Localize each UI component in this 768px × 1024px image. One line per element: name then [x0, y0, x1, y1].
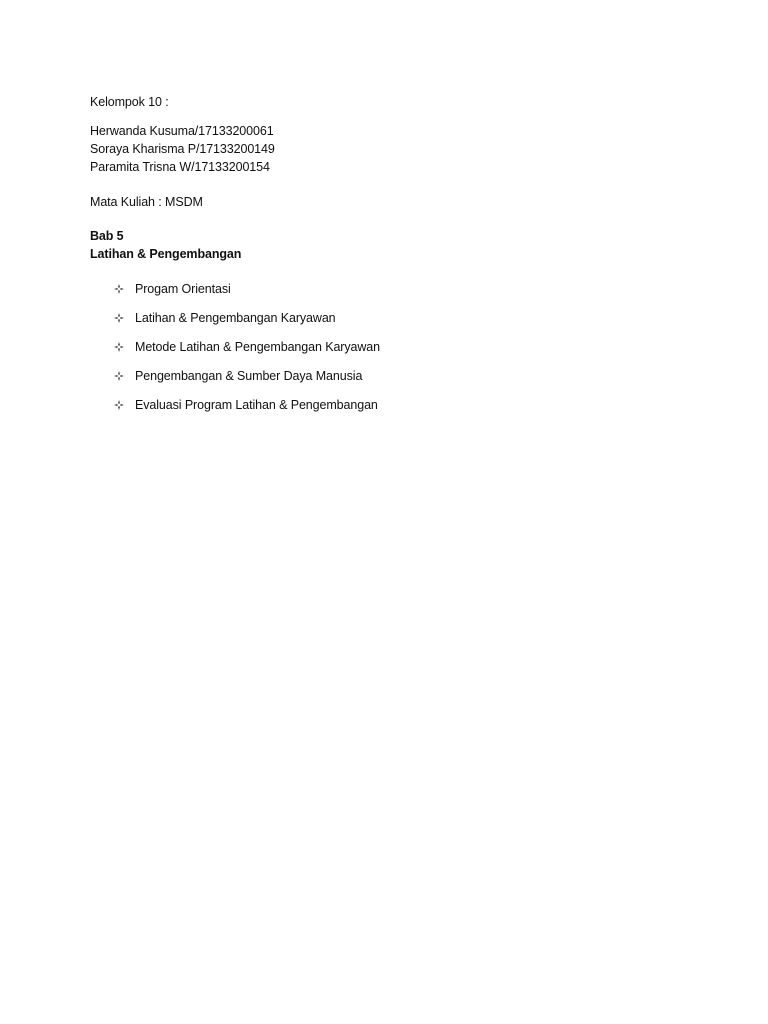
chapter-number: Bab 5	[90, 229, 124, 243]
topic-item	[114, 367, 690, 385]
topic-item	[114, 396, 690, 414]
member-list	[90, 122, 690, 176]
topic-item	[114, 338, 690, 356]
document-body	[90, 93, 690, 425]
topic-label: Progam Orientasi	[135, 282, 231, 296]
topic-label: Pengembangan & Sumber Daya Manusia	[135, 369, 363, 383]
chapter-heading	[90, 227, 690, 263]
diamond-bullet-icon	[114, 313, 124, 323]
diamond-bullet-icon	[114, 400, 124, 410]
topic-list	[90, 280, 690, 414]
topic-item	[114, 280, 690, 298]
chapter-title: Latihan & Pengembangan	[90, 247, 242, 261]
diamond-bullet-icon	[114, 371, 124, 381]
group-title: Kelompok 10 :	[90, 95, 169, 109]
topic-item	[114, 309, 690, 327]
topic-label: Evaluasi Program Latihan & Pengembangan	[135, 398, 378, 412]
member-line: Herwanda Kusuma/17133200061	[90, 124, 274, 138]
member-line: Soraya Kharisma P/17133200149	[90, 142, 275, 156]
member-line: Paramita Trisna W/17133200154	[90, 160, 270, 174]
course-line: Mata Kuliah : MSDM	[90, 195, 203, 209]
topic-label: Metode Latihan & Pengembangan Karyawan	[135, 340, 380, 354]
diamond-bullet-icon	[114, 284, 124, 294]
topic-label: Latihan & Pengembangan Karyawan	[135, 311, 336, 325]
diamond-bullet-icon	[114, 342, 124, 352]
